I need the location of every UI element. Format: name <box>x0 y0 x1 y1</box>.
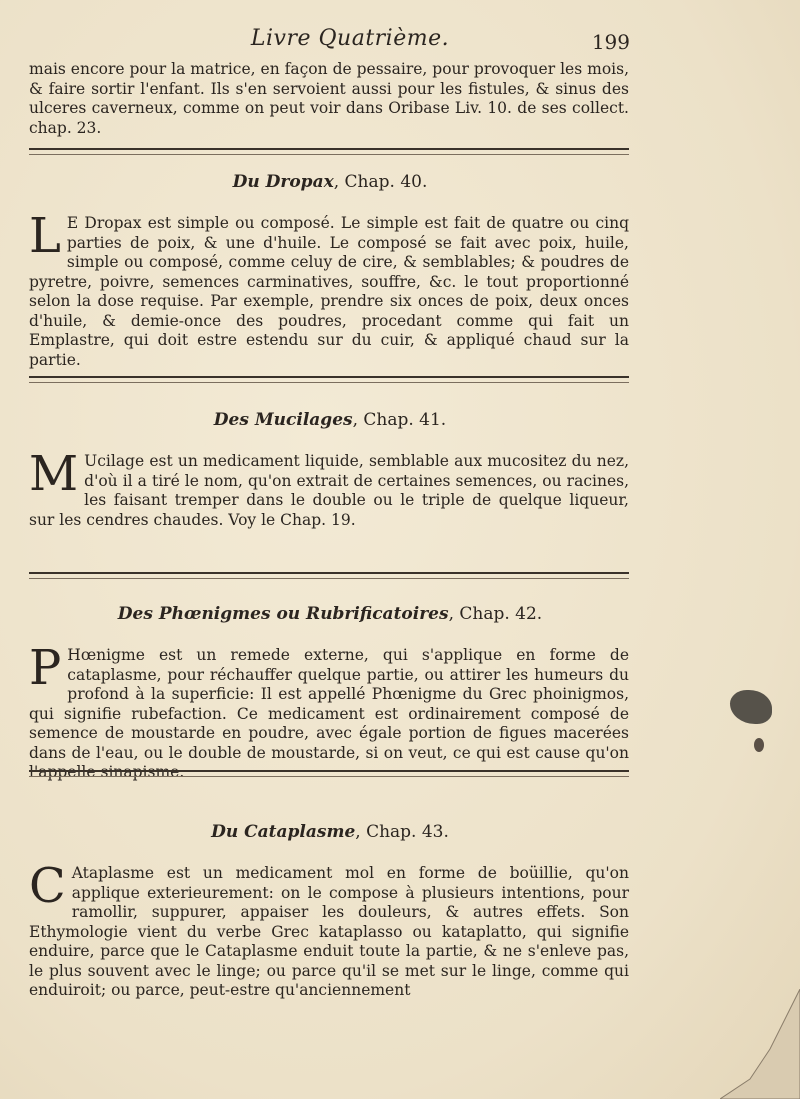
chapter-heading-40 <box>0 172 660 192</box>
ink-spot <box>754 738 764 752</box>
running-head <box>0 26 800 56</box>
drop-capital: C <box>29 858 66 914</box>
chapter-title: Du Dropax <box>232 172 334 192</box>
chapter-title: Des Phœnigmes ou Rubrificatoires <box>117 604 449 624</box>
section-body-40 <box>29 208 629 370</box>
chapter-number: , Chap. 43. <box>355 822 449 842</box>
chapter-number: , Chap. 42. <box>448 604 543 624</box>
chapter-title: Des Mucilages <box>213 410 353 430</box>
chapter-number: , Chap. 40. <box>333 172 428 192</box>
page-number: 199 <box>591 30 630 54</box>
page-corner-fold <box>720 989 800 1099</box>
running-title: Livre Quatrième. <box>250 26 450 51</box>
chapter-number: , Chap. 41. <box>352 410 447 430</box>
chapter-heading-42 <box>0 604 660 624</box>
section-body-42 <box>29 640 629 783</box>
drop-capital: P <box>29 640 62 696</box>
section-rule <box>29 376 629 383</box>
ink-stain <box>730 690 772 724</box>
section-rule <box>29 572 629 579</box>
section-body-43 <box>29 858 629 1001</box>
chapter-heading-43 <box>0 822 660 842</box>
section-body-41 <box>29 446 629 530</box>
chapter-title: Du Cataplasme <box>211 822 356 842</box>
intro-paragraph: mais encore pour la matrice, en façon de pessaire, pour provoquer les mois, & faire sortir l'enfant. Ils s'en servoient aussi pour les fistules, & sinus des ulceres caverneux, comme on peut voir dans Oribase Liv. 10. de ses collect. chap. 23. <box>29 60 629 137</box>
section-text: Hœnigme est un remede externe, qui s'applique en forme de cataplasme, pour réchauffer quelque partie, ou attirer les humeurs du profond à la superficie: Il est appellé Phœnigme du Grec phoinigmos, qui signifie rubefaction. Ce medicament est ordinairement composé de semence de moustarde en poudre, avec égale portion de figues macerées dans de l'eau, ou le double de moustarde, si on veut, ce qui est cause qu'on l'appelle sinapisme. <box>29 646 629 781</box>
chapter-heading-41 <box>0 410 660 430</box>
section-text: E Dropax est simple ou composé. Le simple est fait de quatre ou cinq parties de poix, & une d'huile. Le composé se fait avec poix, huile, simple ou composé, comme celuy de cire, & semblables; & poudres de pyretre, poivre, semences carminatives, souffre, &c. le tout proportionné selon la dose requise. Par exemple, prendre six onces de poix, deux onces d'huile, & demie-once des poudres, procedant comme qui fait un Emplastre, qui doit estre estendu sur du cuir, & appliqué chaud sur la partie. <box>29 214 629 369</box>
section-rule <box>29 148 629 155</box>
drop-capital: L <box>29 208 61 264</box>
section-rule <box>29 770 629 777</box>
section-text: Ucilage est un medicament liquide, semblable aux mucositez du nez, d'où il a tiré le nom, qu'on extrait de certaines semences, ou racines, les faisant tremper dans le double ou le triple de quelque liqueur, sur les cendres chaudes. Voy le Chap. 19. <box>29 452 629 529</box>
drop-capital: M <box>29 446 79 502</box>
section-text: Ataplasme est un medicament mol en forme de boüillie, qu'on applique exterieurement: on le compose à plusieurs intentions, pour ramollir, suppurer, appaiser les douleurs, & autres effets. Son Ethymologie vient du verbe Grec kataplasso ou kataplatto, qui signifie enduire, parce que le Cataplasme enduit toute la partie, & ne s'enleve pas, le plus souvent avec le linge; ou parce qu'il se met sur le linge, comme qui enduiroit; ou parce, peut-estre qu'anciennement <box>29 864 629 999</box>
